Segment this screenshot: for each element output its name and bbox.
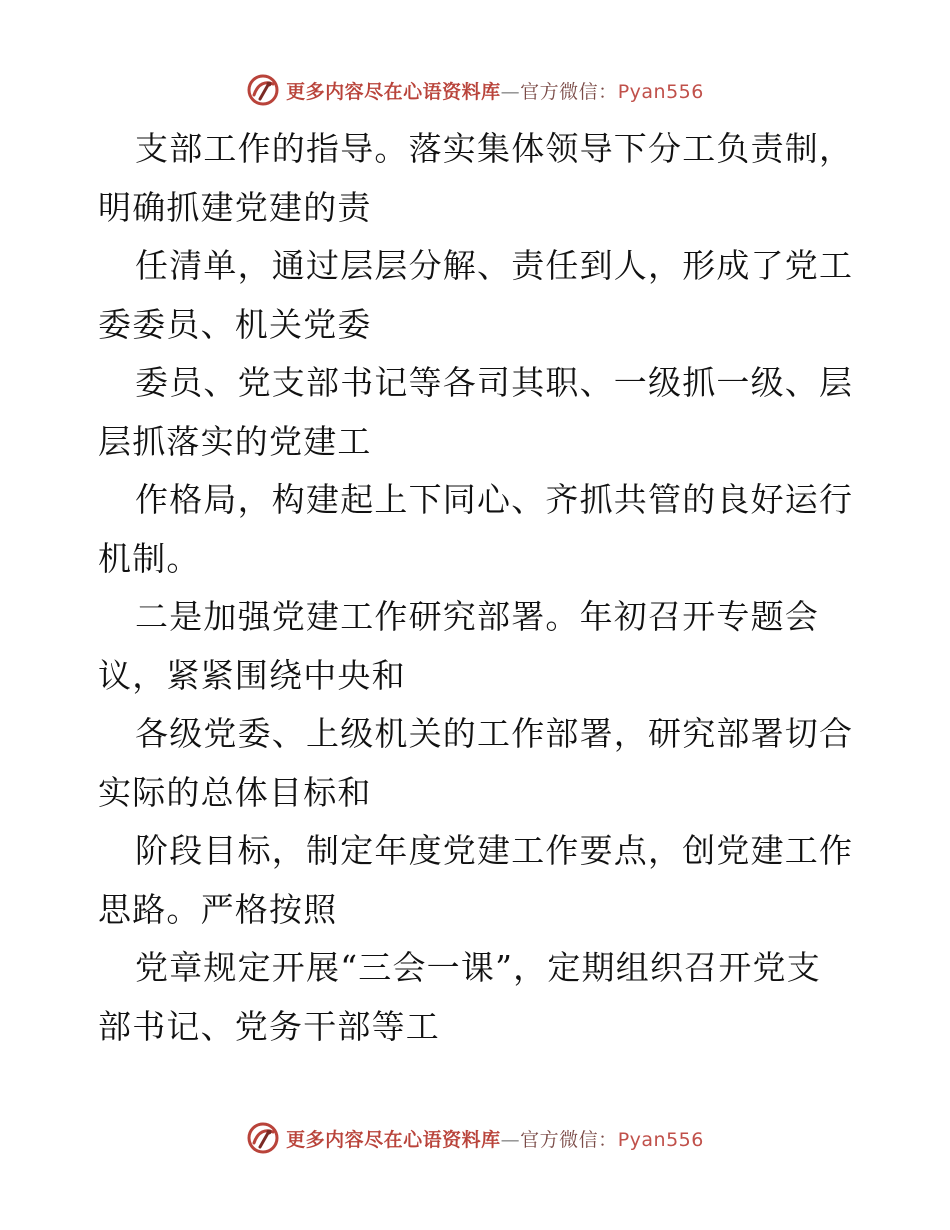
footer-banner-dash: — [500, 1128, 521, 1151]
body-line: 实际的总体目标和 [98, 772, 372, 812]
footer-banner-main: 更多内容尽在心语资料库 [286, 1128, 501, 1151]
header-banner [0, 70, 950, 110]
header-banner-text [286, 77, 704, 104]
header-banner-main: 更多内容尽在心语资料库 [286, 80, 501, 103]
header-banner-wechat-id: Pyan556 [617, 80, 704, 103]
body-line: 明确抓建党建的责 [98, 187, 372, 227]
body-line: 支部工作的指导。落实集体领导下分工负责制， [135, 129, 854, 168]
seal-logo-icon [246, 73, 280, 107]
body-line: 机制。 [98, 538, 201, 578]
body-line: 委委员、机关党委 [98, 304, 372, 344]
body-line: 各级党委、上级机关的工作部署，研究部署切合 [135, 714, 854, 753]
body-line: 议，紧紧围绕中央和 [98, 655, 406, 695]
body-line: 思路。严格按照 [98, 889, 338, 929]
header-banner-wechat-label: 官方微信： [520, 80, 618, 103]
header-banner-dash: — [500, 80, 521, 103]
body-line: 层抓落实的党建工 [98, 421, 372, 461]
body-line: 阶段目标，制定年度党建工作要点，创党建工作 [135, 831, 854, 870]
body-line: 任清单，通过层层分解、责任到人，形成了党工 [135, 246, 854, 285]
footer-banner-wechat-label: 官方微信： [520, 1128, 618, 1151]
body-line: 委员、党支部书记等各司其职、一级抓一级、层 [135, 363, 854, 402]
footer-banner-text [286, 1125, 704, 1152]
body-line: 部书记、党务干部等工 [98, 1006, 440, 1046]
body-line: 作格局，构建起上下同心、齐抓共管的良好运行 [135, 480, 854, 519]
seal-logo-icon [246, 1121, 280, 1155]
footer-banner [0, 1118, 950, 1158]
footer-banner-wechat-id: Pyan556 [617, 1128, 704, 1151]
body-line: 党章规定开展“三会一课”，定期组织召开党支 [135, 948, 821, 987]
body-line: 二是加强党建工作研究部署。年初召开专题会 [135, 597, 819, 636]
document-body [98, 120, 858, 1056]
